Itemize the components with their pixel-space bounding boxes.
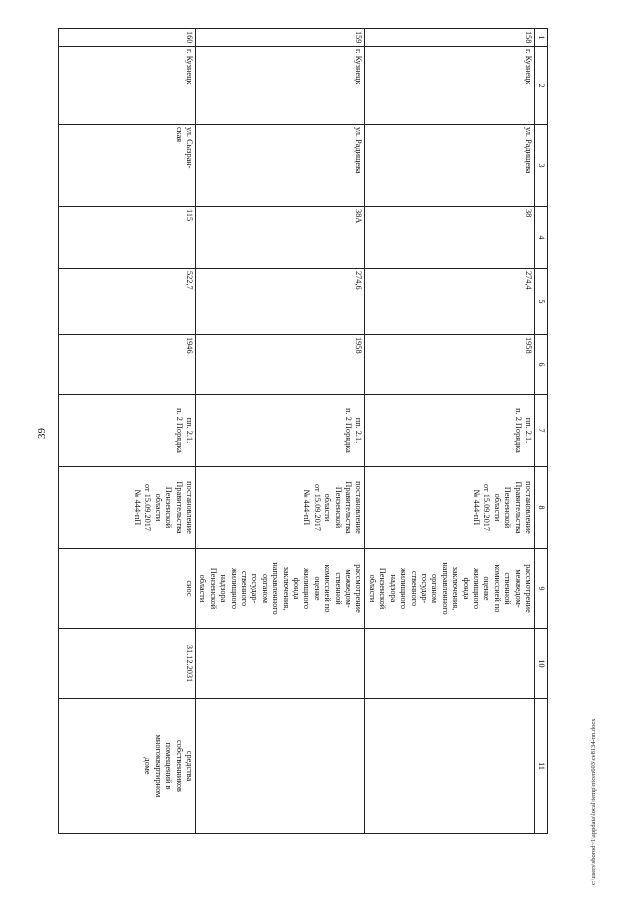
- city-cell: г. Кузнецк: [365, 47, 535, 125]
- basis-cell: пп. 2.1. п. 2 Порядка: [365, 395, 535, 467]
- file-path-footer: c:\users\sborod~1\appdata\local\temp\ntcen603\ce8134-nn.docx: [590, 718, 597, 885]
- page-number: 39: [36, 428, 48, 439]
- year-cell: 1958: [365, 335, 535, 395]
- street-cell: ул. Радищева: [365, 125, 535, 207]
- source-cell: [196, 699, 366, 834]
- city-cell: г. Кузнецк: [196, 47, 366, 125]
- column-number: 11: [535, 699, 548, 834]
- row-number: 160: [59, 29, 196, 47]
- area-cell: 274,6: [196, 269, 366, 335]
- table-row: [365, 29, 535, 834]
- source-cell: средства собственников помещений в многоквартирном доме: [59, 699, 196, 834]
- column-number: 10: [535, 629, 548, 699]
- column-number: 1: [535, 29, 548, 47]
- row-number: 158: [365, 29, 535, 47]
- action-cell: рассмотрение межведом- ственной комиссией по оценке жилищного фонда заключения, направленного органом государ- ственного жилищного надзора Пензенской области: [196, 549, 366, 629]
- action-cell: снос: [59, 549, 196, 629]
- house-cell: 38: [365, 207, 535, 269]
- basis-cell: пп. 2.1. п. 2 Порядка: [196, 395, 366, 467]
- city-cell: г. Кузнецк: [59, 47, 196, 125]
- column-number: 4: [535, 207, 548, 269]
- source-cell: [365, 699, 535, 834]
- area-cell: 522,7: [59, 269, 196, 335]
- year-cell: 1958: [196, 335, 366, 395]
- action-cell: рассмотрение межведом- ственной комиссией по оценке жилищного фонда заключения, направленного органом государ- ственного жилищного надзора Пензенской области: [365, 549, 535, 629]
- row-number: 159: [196, 29, 366, 47]
- street-cell: ул. Радищева: [196, 125, 366, 207]
- basis-cell: пп. 2.1. п. 2 Порядка: [59, 395, 196, 467]
- housing-table: [58, 28, 548, 834]
- street-cell: ул. Сызран- ская: [59, 125, 196, 207]
- table-row: [196, 29, 366, 834]
- deadline-cell: [196, 629, 366, 699]
- document-cell: постановление Правительства Пензенской области от 15.09.2017 № 444-пП: [196, 467, 366, 549]
- deadline-cell: [365, 629, 535, 699]
- column-number: 6: [535, 335, 548, 395]
- column-number: 9: [535, 549, 548, 629]
- area-cell: 274,4: [365, 269, 535, 335]
- column-number-row: [535, 29, 548, 834]
- housing-table-container: [58, 28, 548, 833]
- column-number: 7: [535, 395, 548, 467]
- table-row: [59, 29, 196, 834]
- house-cell: 38А: [196, 207, 366, 269]
- year-cell: 1946: [59, 335, 196, 395]
- column-number: 8: [535, 467, 548, 549]
- deadline-cell: 31.12.2031: [59, 629, 196, 699]
- document-cell: постановление Правительства Пензенской области от 15.09.2017 № 444-пП: [59, 467, 196, 549]
- house-cell: 115: [59, 207, 196, 269]
- column-number: 3: [535, 125, 548, 207]
- document-cell: постановление Правительства Пензенской области от 15.09.2017 № 444-пП: [365, 467, 535, 549]
- column-number: 2: [535, 47, 548, 125]
- column-number: 5: [535, 269, 548, 335]
